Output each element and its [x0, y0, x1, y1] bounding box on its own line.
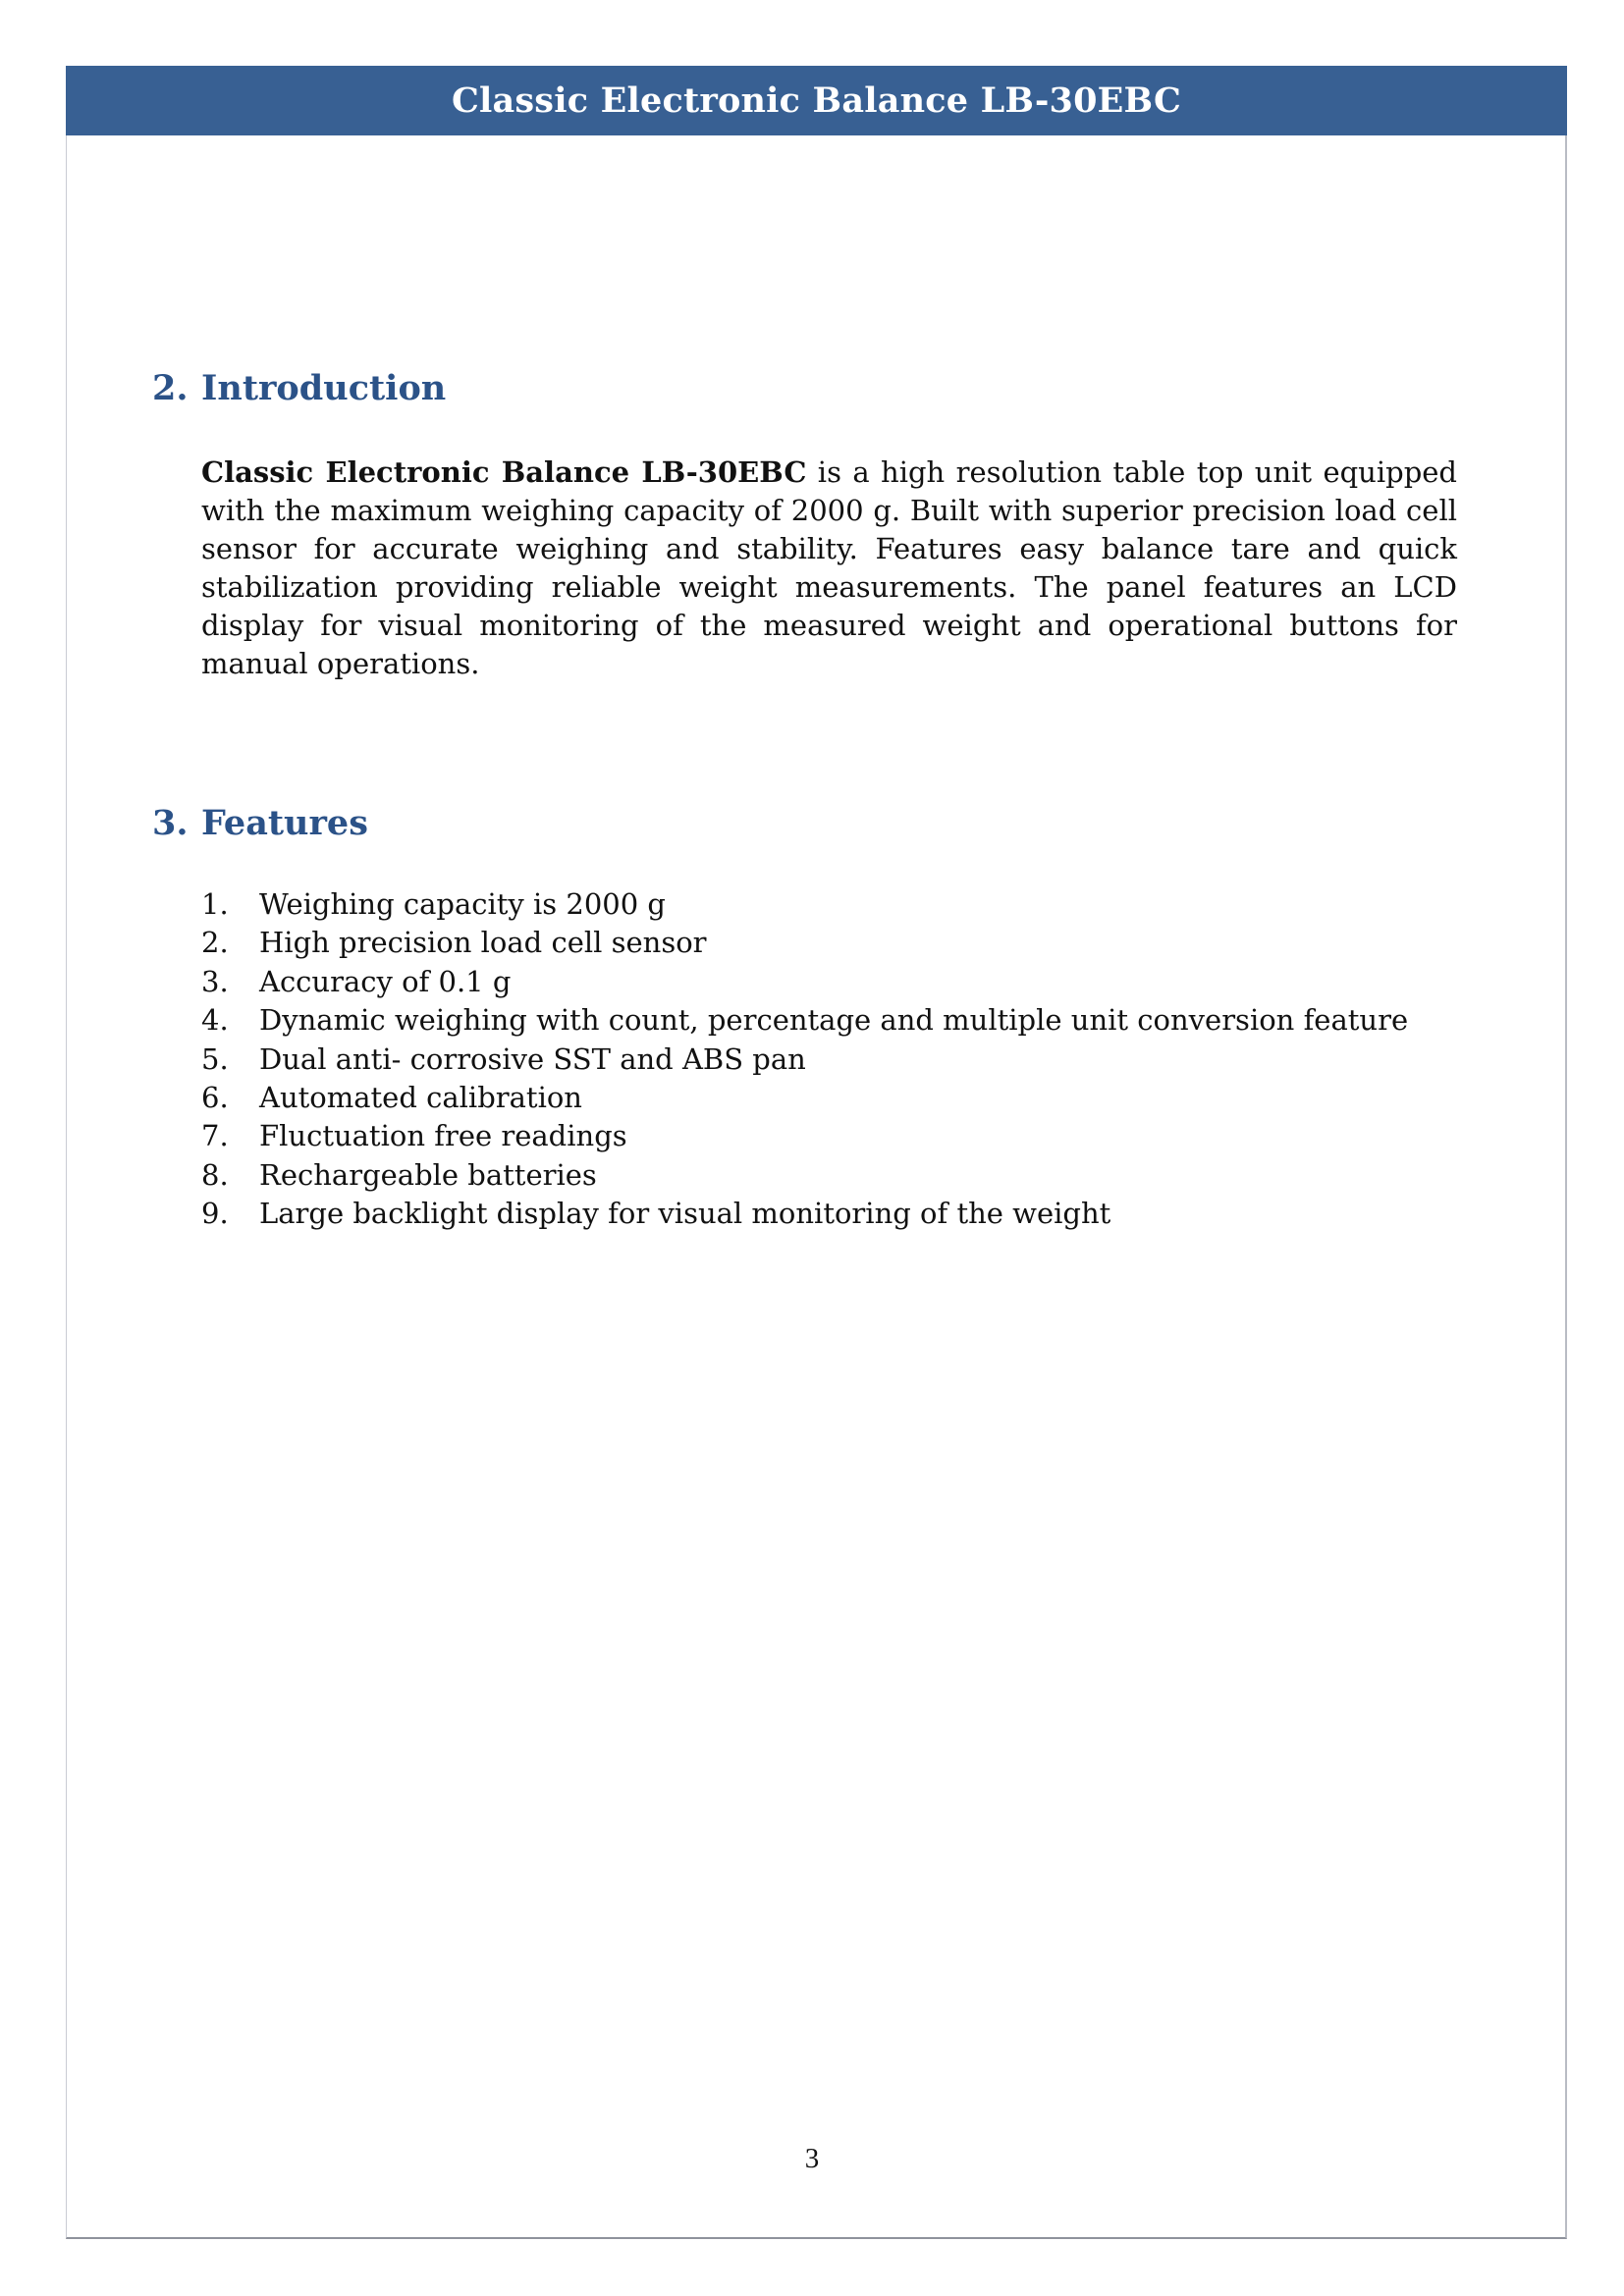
feature-item-text: Automated calibration: [259, 1081, 582, 1115]
feature-item-text: Dual anti- corrosive SST and ABS pan: [259, 1041, 806, 1076]
feature-item: [201, 1041, 1408, 1079]
feature-item: [201, 1156, 1408, 1195]
feature-item-text: High precision load cell sensor: [259, 926, 707, 960]
introduction-body: is a high resolution table top unit equipped with the maximum weighing capacity of 2000 g. Built with superior precision load cell sensor for accurate weighing and stability. Features easy balance tare and quick stabilization providing reliable weight measurements. The panel features an LCD display for visual monitoring of the measured weight and operational buttons for manual operations.: [201, 455, 1457, 680]
feature-item-number: 8.: [201, 1157, 229, 1192]
feature-item-number: 2.: [201, 926, 229, 960]
feature-item-text: Fluctuation free readings: [259, 1119, 627, 1153]
feature-item-number: 3.: [201, 964, 229, 998]
features-heading: [152, 803, 368, 843]
feature-item-number: 7.: [201, 1119, 229, 1153]
feature-item: [201, 1195, 1408, 1233]
feature-item-text: Weighing capacity is 2000 g: [259, 887, 666, 921]
feature-item-number: 4.: [201, 1003, 229, 1038]
feature-item: [201, 885, 1408, 924]
introduction-heading: [152, 368, 446, 408]
feature-item-number: 9.: [201, 1197, 229, 1231]
features-heading-title: Features: [201, 803, 368, 843]
feature-item-text: Dynamic weighing with count, percentage and multiple unit conversion feature: [259, 1003, 1409, 1038]
header-bar: [66, 66, 1567, 135]
feature-item: [201, 1079, 1408, 1117]
introduction-lead: Classic Electronic Balance LB-30EBC: [201, 455, 807, 489]
introduction-heading-number: 2.: [152, 368, 189, 408]
document-title: Classic Electronic Balance LB-30EBC: [451, 80, 1182, 121]
feature-item: [201, 924, 1408, 962]
feature-item-number: 6.: [201, 1081, 229, 1115]
features-heading-number: 3.: [152, 803, 189, 843]
feature-item-number: 1.: [201, 887, 229, 921]
introduction-heading-title: Introduction: [201, 368, 447, 408]
feature-item: [201, 1117, 1408, 1155]
feature-item-number: 5.: [201, 1041, 229, 1076]
feature-item-text: Large backlight display for visual monitoring of the weight: [259, 1197, 1111, 1231]
feature-item: [201, 963, 1408, 1001]
feature-list: [201, 885, 1408, 1234]
introduction-paragraph: [201, 454, 1457, 683]
feature-item-text: Rechargeable batteries: [259, 1157, 597, 1192]
feature-item-text: Accuracy of 0.1 g: [259, 964, 512, 998]
feature-item: [201, 1001, 1408, 1040]
page-number: 3: [804, 2143, 820, 2174]
